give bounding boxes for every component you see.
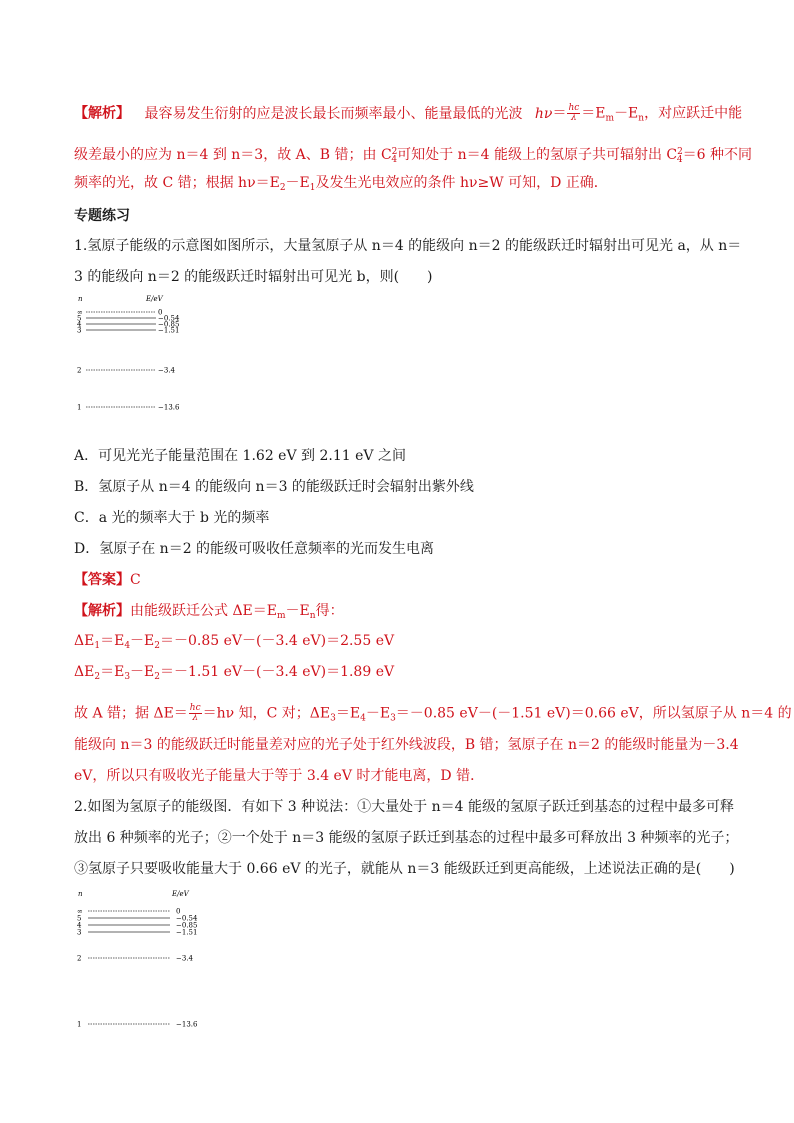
q1-level-n-label: 1 [77,403,82,410]
answer-value: C [130,572,141,588]
q1-levels [77,309,180,411]
q2-stem-line-2: 放出 6 种频率的光子；②一个处于 n＝3 能级的氢原子跃迁到基态的过程中最多可释放出 3 种频率的光子； [74,830,739,846]
q2-level-energy-label: −0.85 [176,921,198,930]
q1-explanation-line-1: 故 A 错；据 ΔE＝ $\frac{hc}{\lambda}$ ＝hν 知，C 对；$\Delta E_3=E_4-E_3=-0.85$ eV－(－1.51 eV)＝0.66 eV，所以氢原子从 n＝4 的 [74,703,792,724]
analysis-top-line-2: 级差最小的应为 n＝4 到 n＝3，故 A、B 错；由 $C^2_4$可知处于 n＝4 能级上的氢原子共可辐射出 $C^2_4=6$ 种不同 [74,147,752,165]
q1-option-b: B．氢原子从 n＝4 的能级向 n＝3 的能级跃迁时会辐射出紫外线 [74,479,474,495]
q1-level-energy-label: 0 [158,308,163,317]
q2-level-energy-label: −13.6 [176,1020,198,1029]
q1-explanation-line-3: eV，所以只有吸收光子能量大于等于 3.4 eV 时才能电离，D 错． [74,768,485,784]
analysis-tag: 【解析】 [74,105,130,122]
answer-tag: 【答案】 [74,572,130,588]
fraction-hc-lambda: $\frac{hc}{\lambda}$ [568,103,580,123]
q2-stem-line-3: ③氢原子只要吸收能量大于 0.66 eV 的光子，就能从 n＝3 能级跃迁到更高能级，上述说法正确的是( ) [74,861,735,877]
analysis-top-line-3: 频率的光，故 C 错；根据 $h\nu=E_2-E_1$及发生光电效应的条件 hν≥W 可知，D 正确． [74,175,608,193]
q1-level-energy-label: −13.6 [158,403,180,410]
analysis-tag: 【解析】 [74,603,130,619]
fraction-hc-lambda: $\frac{hc}{\lambda}$ [189,703,201,723]
q2-level-n-label: ∞ [77,907,83,916]
q1-option-d: D．氢原子在 n＝2 的能级可吸收任意频率的光而发生电离 [74,541,435,557]
q2-n-axis-label: n [78,890,83,898]
q2-stem-line-1: 2.如图为氢原子的能级图．有如下 3 种说法：①大量处于 n＝4 能级的氢原子跃迁到基态的过程中最多可释 [74,799,734,815]
q1-stem-line-2: 3 的能级向 n＝2 的能级跃迁时辐射出可见光 b，则( ) [74,269,433,285]
q1-stem-line-1: 1.氢原子能级的示意图如图所示，大量氢原子从 n＝4 的能级向 n＝2 的能级跃迁时辐射出可见光 a，从 n＝ [74,238,742,254]
q1-level-energy-label: −3.4 [158,366,175,375]
q2-level-energy-label: −0.54 [176,914,198,923]
q1-energy-level-diagram [72,292,222,410]
analysis-top-line-1: 【解析】 最容易发生衍射的应是波长最长而频率最小、能量最低的光波 hν＝ $\frac{hc}{\lambda}$ $=E_m-E_n$，对应跃迁中能 [74,103,743,124]
q1-n-axis-label: n [78,295,83,303]
q2-energy-level-diagram [72,885,222,1030]
q1-option-c: C．a 光的频率大于 b 光的频率 [74,510,270,526]
q1-analysis-head: 【解析】由能级跃迁公式 $\Delta E=E_m-E_n$得： [74,603,344,621]
q2-level-n-label: 2 [77,954,82,963]
q2-energy-axis-label: E/eV [172,890,189,898]
section-title: 专题练习 [74,208,130,224]
q1-level-n-label: 2 [77,366,82,375]
q1-level-n-label: 5 [77,314,82,323]
q2-level-energy-label: −3.4 [176,954,193,963]
q1-energy-axis-label: E/eV [146,295,163,303]
q2-levels [77,908,198,1029]
q2-level-n-label: 5 [77,914,82,923]
q1-level-energy-label: −1.51 [158,326,180,335]
q1-equation-1: $\Delta E_1=E_4-E_2=-0.85$ eV－(－3.4 eV)＝2.55 eV [74,633,395,651]
q2-level-n-label: 1 [77,1020,82,1029]
q1-level-energy-label: −0.85 [158,320,180,329]
q1-option-a: A．可见光光子能量范围在 1.62 eV 到 2.11 eV 之间 [74,448,406,464]
q1-level-n-label: 3 [77,326,82,335]
q1-level-energy-label: −0.54 [158,314,180,323]
q1-equation-2: $\Delta E_2=E_3-E_2=-1.51$ eV－(－3.4 eV)＝1.89 eV [74,664,395,682]
q1-level-n-label: 4 [77,320,82,329]
q1-level-n-label: ∞ [77,308,83,317]
q2-level-n-label: 4 [77,921,82,930]
q2-level-energy-label: 0 [176,907,181,916]
q2-level-n-label: 3 [77,928,82,937]
q1-answer [74,571,141,589]
q2-level-energy-label: −1.51 [176,928,198,937]
q1-explanation-line-2: 能级向 n＝3 的能级跃迁时能量差对应的光子处于红外线波段，B 错；氢原子在 n＝2 的能级时能量为－3.4 [74,737,739,753]
